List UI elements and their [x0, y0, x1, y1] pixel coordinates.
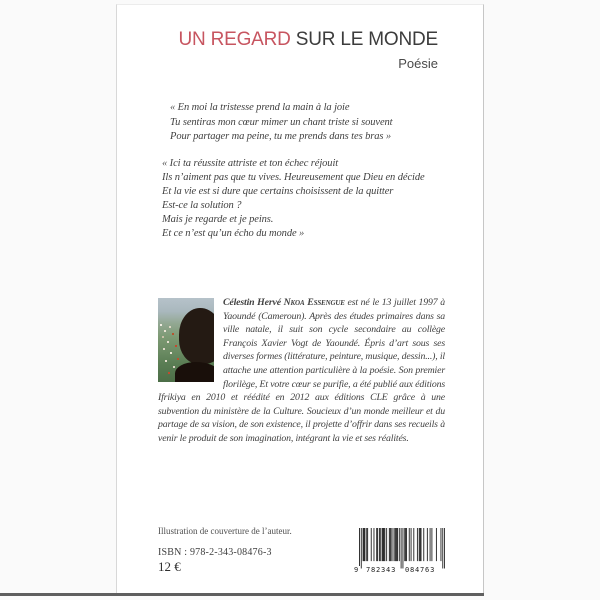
quote-line: Pour partager ma peine, tu me prends dans tes bras » [170, 131, 392, 142]
quote-line: Mais je regarde et je peins. [162, 214, 274, 226]
title-accent: UN REGARD [178, 29, 291, 50]
book-title [178, 29, 438, 51]
isbn-text: ISBN : 978-2-343-08476-3 [158, 547, 272, 558]
book-bottom-edge [0, 593, 484, 596]
price-text: 12 € [158, 559, 181, 574]
poem-quote-1 [170, 101, 393, 145]
poem-quote-2 [162, 157, 425, 242]
quote-line: Est-ce la solution ? [162, 200, 242, 212]
author-bio [158, 296, 445, 446]
genre-subtitle: Poésie [398, 56, 438, 71]
quote-line: Tu sentiras mon cœur mimer un chant triste si souvent [170, 116, 393, 128]
cover-illustration-credit: Illustration de couverture de l’auteur. [158, 526, 292, 536]
title-rest: SUR LE MONDE [290, 29, 438, 50]
author-photo [158, 298, 214, 382]
barcode-digit-group1: 782343 [366, 566, 397, 574]
quote-line: « Ici ta réussite attriste et ton échec réjouit [162, 158, 339, 169]
shoulder-silhouette [175, 362, 214, 382]
back-cover-card [116, 4, 484, 594]
quote-line: « En moi la tristesse prend la main à la joie [170, 102, 350, 113]
barcode-digit-group2: 084763 [405, 566, 436, 574]
title-block [178, 29, 438, 71]
ean13-barcode [353, 528, 445, 574]
bio-text: Célestin Hervé Nkoa Essengue est né le 13 juillet 1997 à Yaoundé (Cameroun). Après des études primaires dans sa ville natale, il suit son cycle secondaire au collège François Xavier Vogt de Yaoundé. Épris d’art sous ses diverses formes (littérature, peinture, musique, dessin...), il attache une attention particulière à la poésie. Son premier florilège, Et votre cœur se purifie, a été publié aux éditions Ifrikiya en 2010 et réédité en 2012 aux éditions CLE grâce à une subvention du ministère de la Culture. Soucieux d’un monde meilleur et du partage de sa vision, de son existence, il projette d’offrir dans ses recueils à venir le produit de son imagination, intégrant la vie et ses réalités. [158, 297, 445, 444]
quote-line: Et la vie est si dure que certains choisissent de la quitter [162, 186, 394, 198]
quote-line: Et ce n’est qu’un écho du monde » [162, 228, 305, 240]
head-silhouette [179, 308, 214, 363]
quote-line: Ils n’aiment pas que tu vives. Heureusement que Dieu en décide [162, 172, 425, 184]
barcode-digit-first: 9 [354, 566, 360, 574]
